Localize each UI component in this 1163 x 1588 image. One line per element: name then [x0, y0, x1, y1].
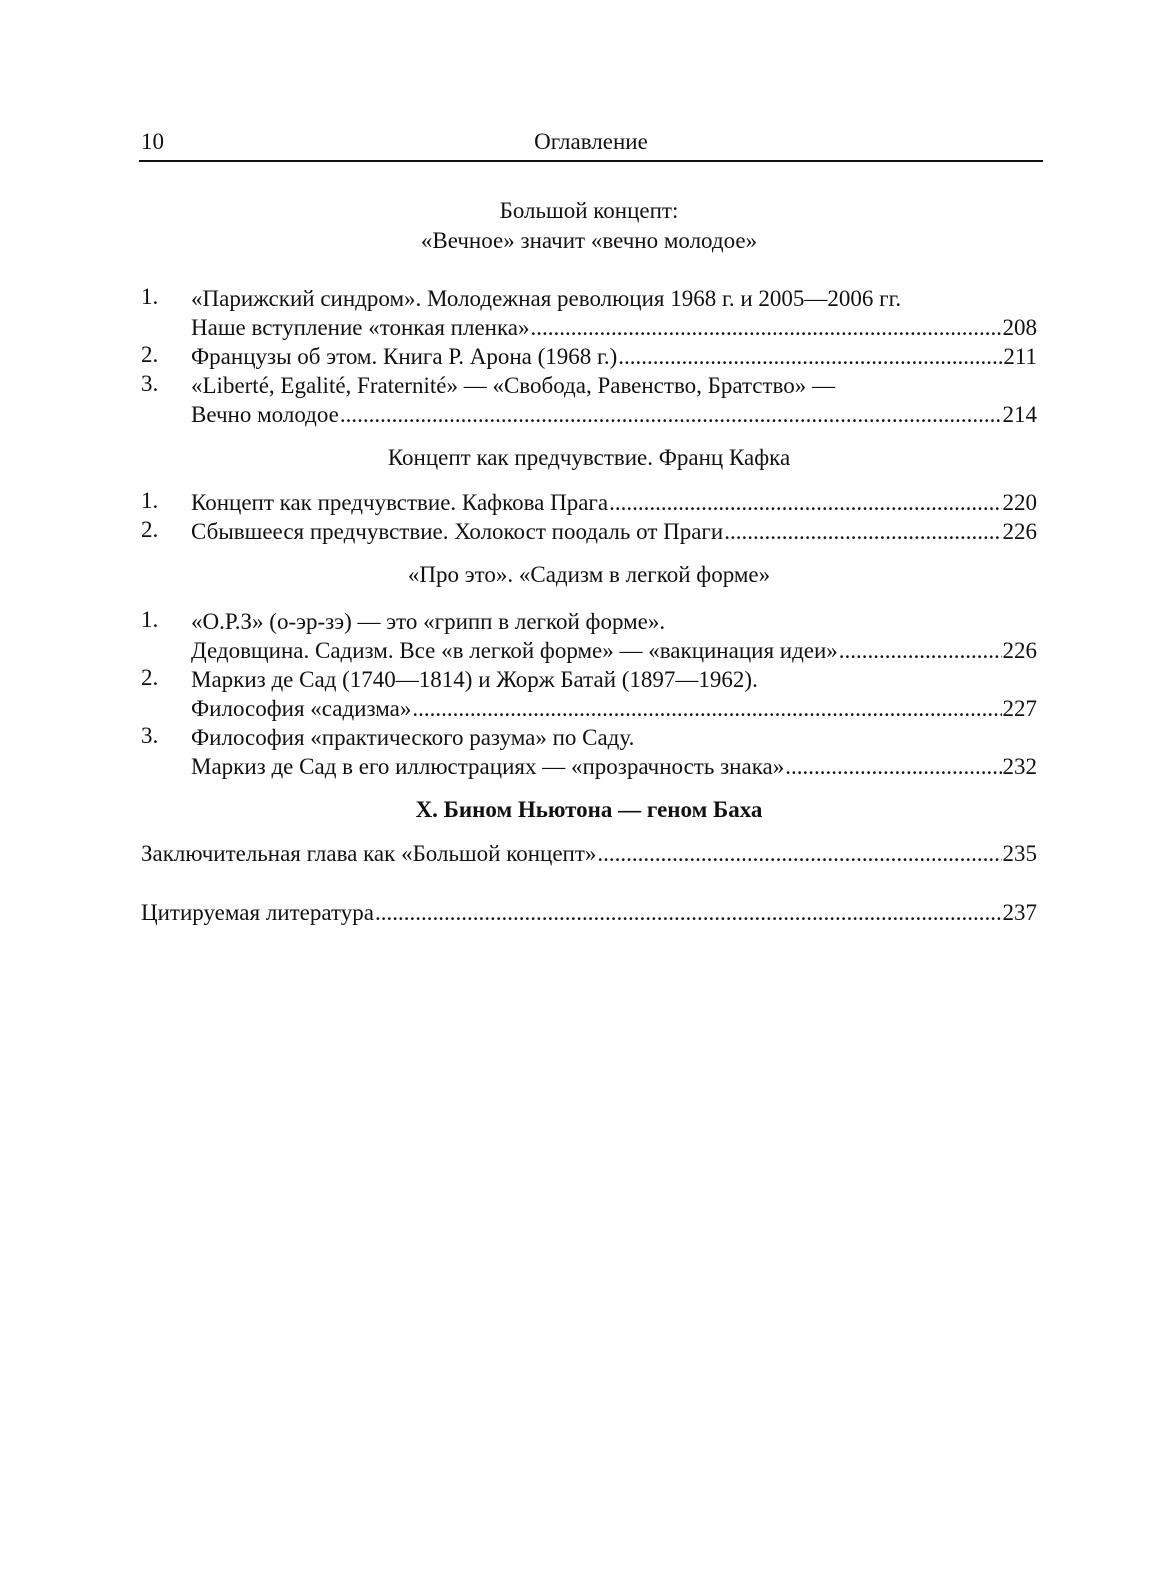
toc-section	[141, 560, 1037, 781]
entry-line: Философия «практического разума» по Саду.	[191, 725, 635, 750]
entry-leader-line	[191, 342, 1037, 371]
entry-number: 1.	[141, 488, 159, 513]
entry-number: 3.	[141, 371, 159, 396]
toc-entry[interactable]	[141, 665, 1037, 723]
chapter-title: X. Бином Ньютона — геном Баха	[415, 797, 763, 822]
toc-entry[interactable]	[141, 342, 1037, 371]
entry-number: 3.	[141, 723, 159, 748]
toc-content	[141, 196, 1037, 927]
entry-text: Сбывшееся предчувствие. Холокост поодаль от Праги	[191, 519, 724, 544]
entry-line: Маркиз де Сад (1740—1814) и Жорж Батай (1897—1962).	[191, 667, 758, 692]
toc-list	[141, 284, 1037, 429]
toc-list	[141, 607, 1037, 781]
entry-line: «О.Р.З» (о-эр-зэ) — это «грипп в легкой форме».	[191, 609, 666, 634]
section-title-line: Большой концепт:	[499, 198, 679, 223]
dot-leader	[618, 342, 1002, 371]
entry-leader-line	[191, 313, 1037, 342]
dot-leader	[375, 898, 1002, 927]
entry-page: 227	[1002, 696, 1037, 721]
toc-entry[interactable]	[141, 488, 1037, 517]
entry-number: 2.	[141, 342, 159, 367]
entry-page: 226	[1002, 519, 1037, 544]
entry-page: 232	[1002, 754, 1037, 779]
entry-page: 226	[1002, 638, 1037, 663]
entry-leader-line	[191, 752, 1037, 781]
entry-line: «Парижский синдром». Молодежная революция 1968 г. и 2005—2006 гг.	[191, 286, 902, 311]
entry-number: 1.	[141, 284, 159, 309]
toc-section	[141, 196, 1037, 429]
toc-entry[interactable]	[141, 723, 1037, 781]
entry-line: «Liberté, Egalité, Fraternité» — «Свобода, Равенство, Братство» —	[191, 373, 836, 398]
entry-text: Вечно молодое	[191, 402, 339, 427]
entry-leader-line	[191, 517, 1037, 546]
toc-list	[141, 488, 1037, 546]
entry-page: 235	[1002, 841, 1037, 866]
section-title-line: Концепт как предчувствие. Франц Кафка	[387, 445, 791, 470]
dot-leader	[609, 488, 1001, 517]
entry-text: Концепт как предчувствие. Кафкова Прага	[191, 490, 609, 515]
page-number: 10	[141, 129, 164, 154]
entry-page: 211	[1003, 344, 1037, 369]
toc-entry[interactable]	[141, 517, 1037, 546]
entry-text: Маркиз де Сад в его иллюстрациях — «прозрачность знака»	[191, 754, 785, 779]
entry-page: 237	[1002, 900, 1037, 925]
running-title: Оглавление	[534, 129, 648, 154]
entry-number: 1.	[141, 607, 159, 632]
entry-page: 214	[1002, 402, 1037, 427]
toc-entry[interactable]	[141, 371, 1037, 429]
entry-page: 208	[1002, 315, 1037, 340]
dot-leader	[785, 752, 1001, 781]
toc-section	[141, 443, 1037, 546]
entry-text: Заключительная глава как «Большой концепт»	[141, 841, 597, 866]
page-header	[139, 126, 1043, 162]
entry-number: 2.	[141, 665, 159, 690]
entry-leader-line	[191, 636, 1037, 665]
dot-leader	[412, 694, 1001, 723]
entry-number: 2.	[141, 517, 159, 542]
entry-page: 220	[1002, 490, 1037, 515]
toc-entry-final[interactable]	[141, 839, 1037, 868]
entry-text: Наше вступление «тонкая пленка»	[191, 315, 530, 340]
dot-leader	[340, 400, 1002, 429]
entry-text: Дедовщина. Садизм. Все «в легкой форме» — «вакцинация идеи»	[191, 638, 838, 663]
entry-text: Цитируемая литература	[141, 900, 374, 925]
entry-text: Философия «садизма»	[191, 696, 412, 721]
toc-entry[interactable]	[141, 284, 1037, 342]
dot-leader	[839, 636, 1002, 665]
entry-leader-line	[191, 694, 1037, 723]
section-title-line: «Вечное» значит «вечно молодое»	[420, 228, 758, 253]
section-title-line: «Про это». «Садизм в легкой форме»	[407, 562, 771, 587]
toc-entry[interactable]	[141, 607, 1037, 665]
entry-text: Французы об этом. Книга Р. Арона (1968 г.)	[191, 344, 618, 369]
dot-leader	[597, 839, 1001, 868]
toc-entry-final[interactable]	[141, 898, 1037, 927]
entry-leader-line	[191, 400, 1037, 429]
dot-leader	[531, 313, 1002, 342]
entry-leader-line	[191, 488, 1037, 517]
dot-leader	[724, 517, 1001, 546]
